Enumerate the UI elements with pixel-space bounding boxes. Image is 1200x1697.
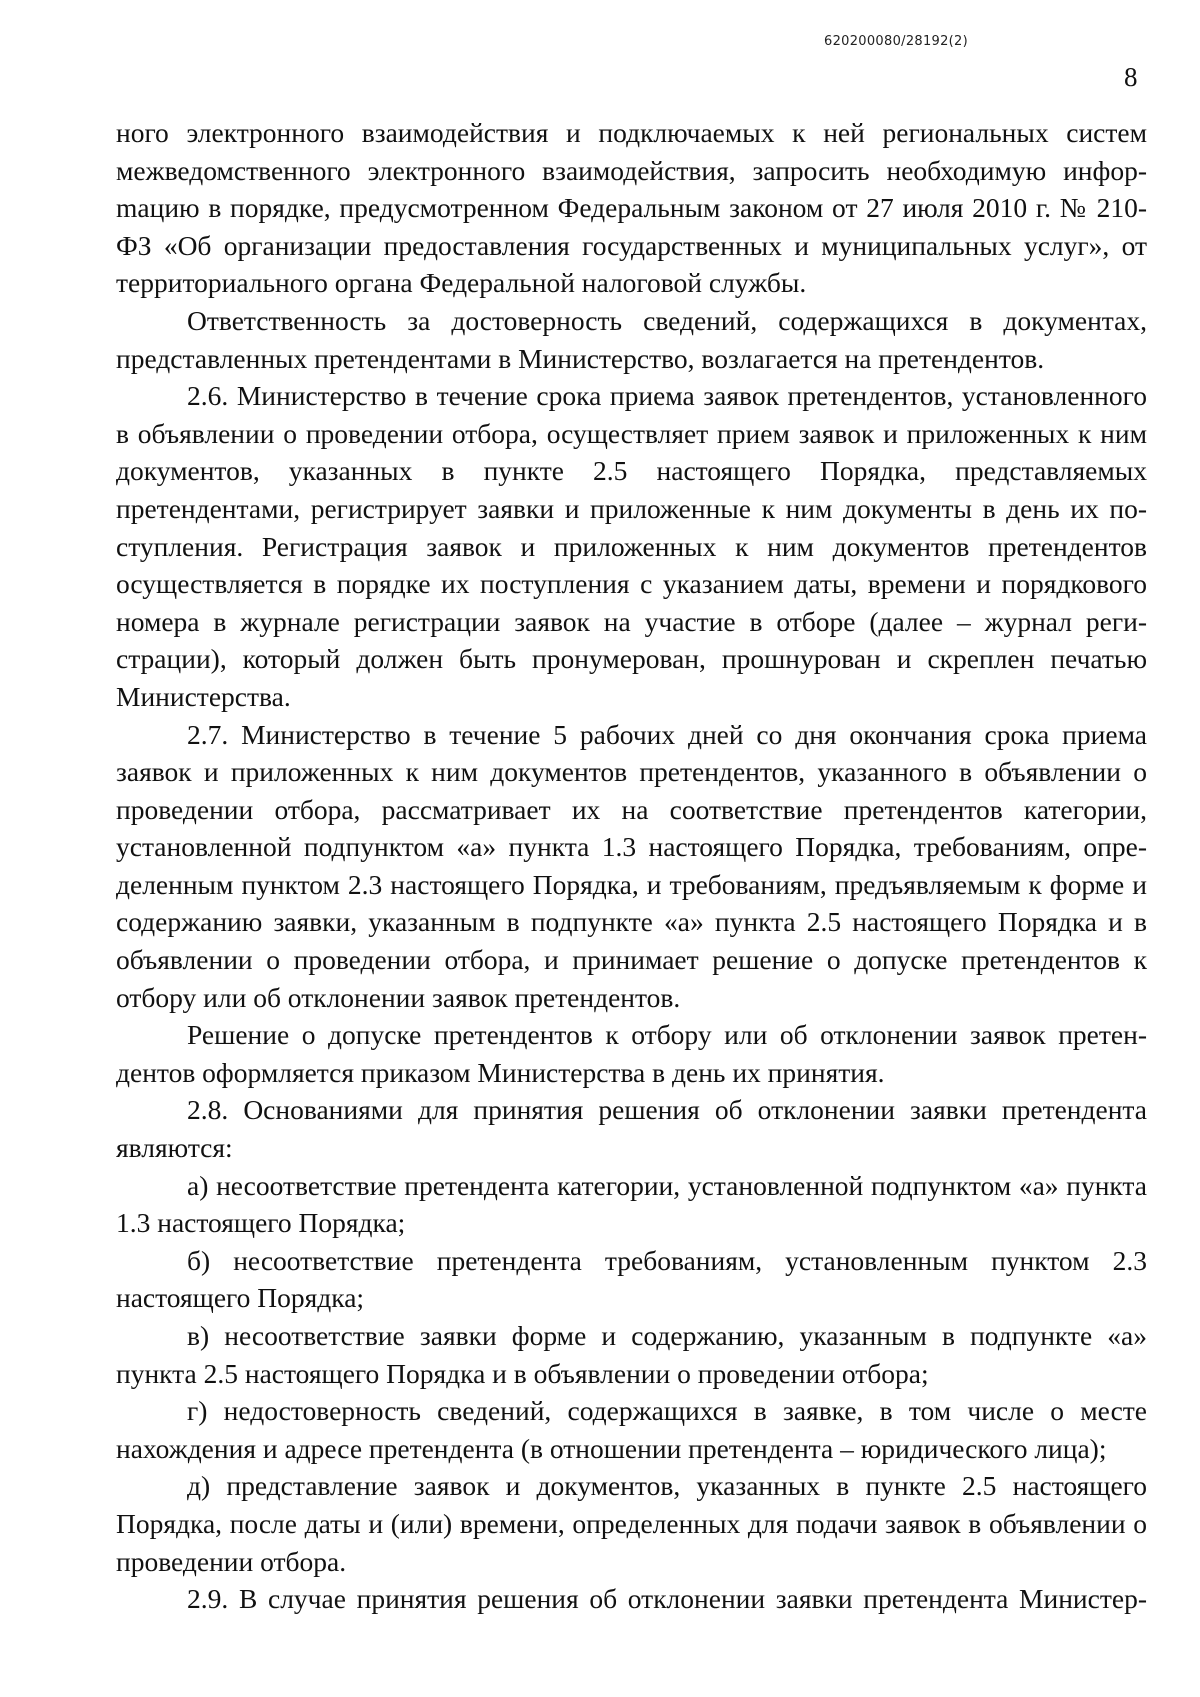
document-body [116,114,1147,1618]
paragraph-2-6: 2.6. Министерство в течение срока приема заявок претендентов, установленного в объявлении о проведении отбора, осуществляет прием заявок и приложенных к ним документов, указанных в пункте 2.5 настоящего Порядка, представляемых претендентами, регистрирует заявки и приложенные к ним документы в день их поступления. Регистрация заявок и приложенных к ним документов претендентов осуществляется в порядке их поступления с указанием даты, времени и порядкового номера в журнале регистрации заявок на участие в отборе (далее – журнал регистрации), который должен быть пронумерован, прошнурован и скреплен печатью Министерства. [116,380,1147,712]
document-id: 620200080/28192(2) [824,34,968,49]
paragraph-2-9: 2.9. В случае принятия решения об отклонении заявки претендента Министер- [187,1583,1147,1615]
list-item-v: в) несоответствие заявки форме и содержанию, указанным в подпункте «а» пункта 2.5 настоящего Порядка и в объявлении о проведении отбора; [116,1320,1147,1389]
list-item-b: б) несоответствие претендента требованиям, установленным пунктом 2.3 настоящего Порядка; [116,1244,1147,1314]
list-item-a: а) несоответствие претендента категории, установленной подпунктом «а» пункта 1.3 настоящего Порядка; [116,1169,1147,1239]
paragraph-2-8: 2.8. Основаниями для принятия решения об отклонении заявки претендента являются: [116,1094,1147,1164]
paragraph-continuation: ного электронного взаимодействия и подключаемых к ней региональных систем межведомственного электронного взаимодействия, запросить необходимую инфорmацию в порядке, предусмотренном Федеральным законом от 27 июля 2010 г. № 210-ФЗ «Об организации предоставления государственных и муниципальных услуг», от территориального органа Федеральной налоговой службы. [116,117,1147,299]
paragraph-decision: Решение о допуске претендентов к отбору или об отклонении заявок претендентов оформляется приказом Министерства в день их принятия. [116,1019,1147,1088]
list-item-d: д) представление заявок и документов, указанных в пункте 2.5 настоящего Порядка, после даты и (или) времени, определенных для подачи заявок в объявлении о проведении отбора. [116,1470,1147,1577]
page-number: 8 [1124,62,1138,92]
paragraph-2-7: 2.7. Министерство в течение 5 рабочих дней со дня окончания срока приема заявок и приложенных к ним документов претендентов, указанного в объявлении о проведении отбора, рассматривает их на соответствие претендентов категории, установленной подпунктом «а» пункта 1.3 настоящего Порядка, требованиям, определенным пунктом 2.3 настоящего Порядка, и требованиям, предъявляемым к форме и содержанию заявки, указанным в подпункте «а» пункта 2.5 настоящего Порядка и в объявлении о проведении отбора, и принимает решение о допуске претендентов к отбору или об отклонении заявок претендентов. [116,718,1147,1013]
paragraph-responsibility: Ответственность за достоверность сведений, содержащихся в документах, представленных претендентами в Министерство, возлагается на претендентов. [116,304,1147,374]
list-item-g: г) недостоверность сведений, содержащихся в заявке, в том числе о месте нахождения и адресе претендента (в отношении претендента – юридического лица); [116,1395,1147,1464]
